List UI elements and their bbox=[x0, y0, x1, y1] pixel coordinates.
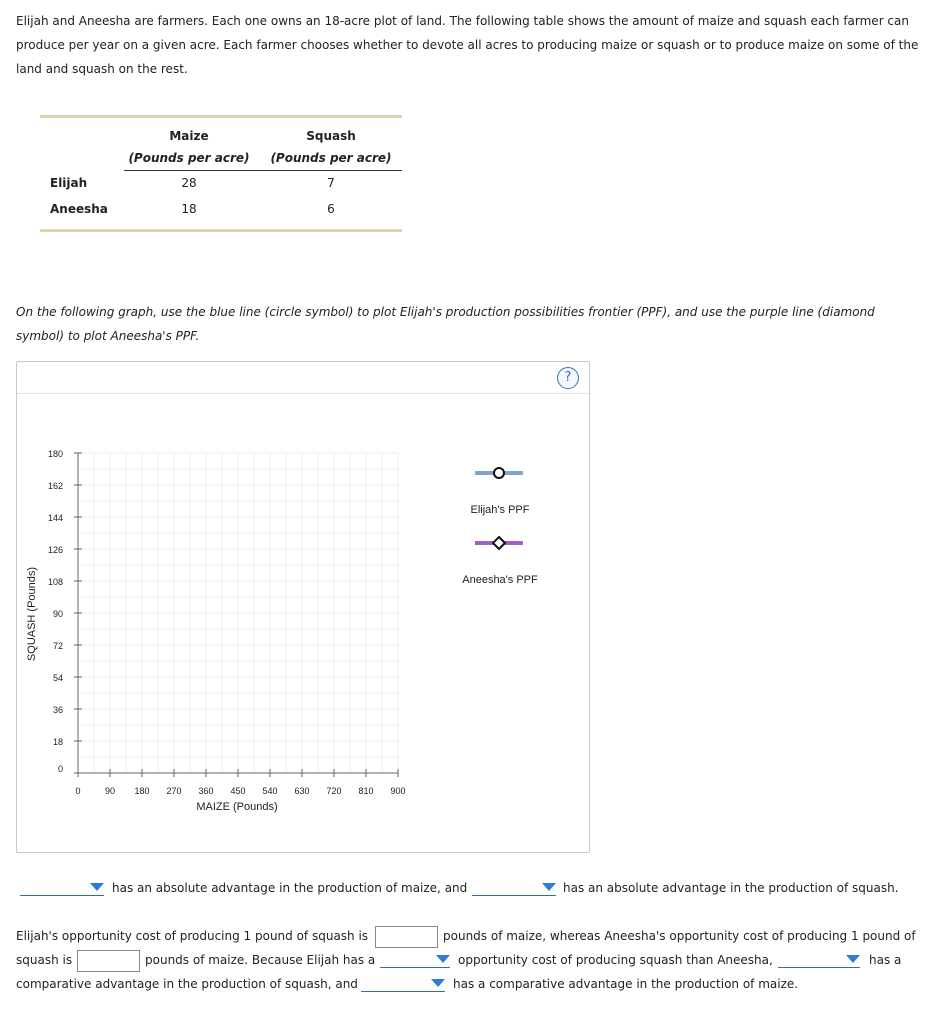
maize-subheader: (Pounds per acre) bbox=[128, 151, 250, 165]
production-table bbox=[40, 115, 402, 234]
y-tick-label: 36 bbox=[52, 705, 63, 715]
aneesha-squash: 6 bbox=[327, 202, 335, 216]
y-tick-label: 162 bbox=[47, 481, 63, 491]
y-tick-label: 144 bbox=[47, 513, 63, 523]
ppf-chart[interactable] bbox=[17, 362, 589, 852]
comparative-squash-farmer-dropdown[interactable] bbox=[778, 952, 860, 968]
y-tick-label: 72 bbox=[52, 641, 63, 651]
y-tick-label: 126 bbox=[47, 545, 63, 555]
x-tick-label: 810 bbox=[358, 786, 374, 796]
chevron-down-icon bbox=[90, 883, 104, 891]
x-tick-label: 630 bbox=[294, 786, 310, 796]
abs-maize-text: has an absolute advantage in the production of maize, and bbox=[112, 881, 468, 895]
x-tick-label: 270 bbox=[166, 786, 182, 796]
aneesha-opp-cost-input[interactable] bbox=[77, 950, 140, 972]
x-tick-label: 900 bbox=[390, 786, 406, 796]
chevron-down-icon bbox=[846, 955, 860, 963]
x-tick-label: 360 bbox=[198, 786, 214, 796]
chevron-down-icon bbox=[542, 883, 556, 891]
maize-header: Maize bbox=[169, 129, 209, 143]
abs-squash-text: has an absolute advantage in the production of squash. bbox=[563, 881, 899, 895]
lower-higher-dropdown[interactable] bbox=[380, 952, 450, 968]
help-button[interactable]: ? bbox=[557, 367, 579, 389]
table-bottom-rule bbox=[40, 229, 402, 232]
x-tick-label: 720 bbox=[326, 786, 342, 796]
y-tick-label: 180 bbox=[47, 449, 63, 459]
opp-cost-text-b: pounds of maize, whereas Aneesha's opportunity cost of producing 1 pound of bbox=[443, 929, 916, 943]
y-tick-label: 108 bbox=[47, 577, 63, 587]
aneesha-legend-label: Aneesha's PPF bbox=[462, 574, 538, 586]
opp-cost-text-a: Elijah's opportunity cost of producing 1 pound of squash is bbox=[16, 929, 369, 943]
elijah-opp-cost-input[interactable] bbox=[375, 926, 438, 948]
aneesha-legend-diamond-icon[interactable] bbox=[493, 537, 505, 549]
y-tick-label: 18 bbox=[52, 737, 63, 747]
graph-panel bbox=[16, 361, 590, 853]
squash-subheader: (Pounds per acre) bbox=[270, 151, 392, 165]
squash-header: Squash bbox=[306, 129, 356, 143]
x-tick-label: 540 bbox=[262, 786, 278, 796]
row-name-aneesha: Aneesha bbox=[50, 202, 108, 216]
chevron-down-icon bbox=[436, 955, 450, 963]
abs-advantage-squash-dropdown[interactable] bbox=[472, 880, 556, 896]
abs-advantage-maize-dropdown[interactable] bbox=[20, 880, 104, 896]
y-tick-label: 0 bbox=[57, 764, 63, 774]
opp-cost-text-h: has a comparative advantage in the production of maize. bbox=[453, 977, 799, 991]
header-divider bbox=[124, 170, 402, 171]
opp-cost-text-e: opportunity cost of producing squash than Aneesha, bbox=[458, 953, 773, 967]
x-tick-label: 450 bbox=[230, 786, 246, 796]
graph-instructions: On the following graph, use the blue line (circle symbol) to plot Elijah's production possibilities frontier (PPF), and use the purple line (diamond symbol) to plot Aneesha's PPF. bbox=[16, 305, 875, 343]
elijah-squash: 7 bbox=[327, 176, 335, 190]
x-tick-label: 180 bbox=[134, 786, 150, 796]
opp-cost-text-d: pounds of maize. Because Elijah has a bbox=[145, 953, 376, 967]
elijah-legend-label: Elijah's PPF bbox=[470, 504, 530, 516]
intro-paragraph: Elijah and Aneesha are farmers. Each one owns an 18-acre plot of land. The following table shows the amount of maize and squash each farmer can produce per year on a given acre. Each farmer chooses whether to devote all acres to producing maize or squash or to produce maize on some of the land and squash on the rest. bbox=[16, 14, 919, 76]
comparative-maize-farmer-dropdown[interactable] bbox=[361, 976, 445, 992]
aneesha-maize: 18 bbox=[181, 202, 197, 216]
x-axis-label: MAIZE (Pounds) bbox=[196, 801, 278, 813]
opp-cost-text-f: has a bbox=[869, 953, 902, 967]
opp-cost-text-g: comparative advantage in the production of squash, and bbox=[16, 977, 358, 991]
opp-cost-text-c: squash is bbox=[16, 953, 73, 967]
elijah-legend-circle-icon[interactable] bbox=[494, 468, 504, 478]
y-tick-label: 54 bbox=[52, 673, 63, 683]
table-top-rule bbox=[40, 115, 402, 118]
y-axis-label: SQUASH (Pounds) bbox=[26, 566, 38, 662]
x-tick-label: 90 bbox=[104, 786, 116, 796]
chevron-down-icon bbox=[431, 979, 445, 987]
row-name-elijah: Elijah bbox=[50, 176, 88, 190]
x-tick-label: 0 bbox=[75, 786, 81, 796]
y-tick-label: 90 bbox=[52, 609, 63, 619]
elijah-maize: 28 bbox=[181, 176, 197, 190]
